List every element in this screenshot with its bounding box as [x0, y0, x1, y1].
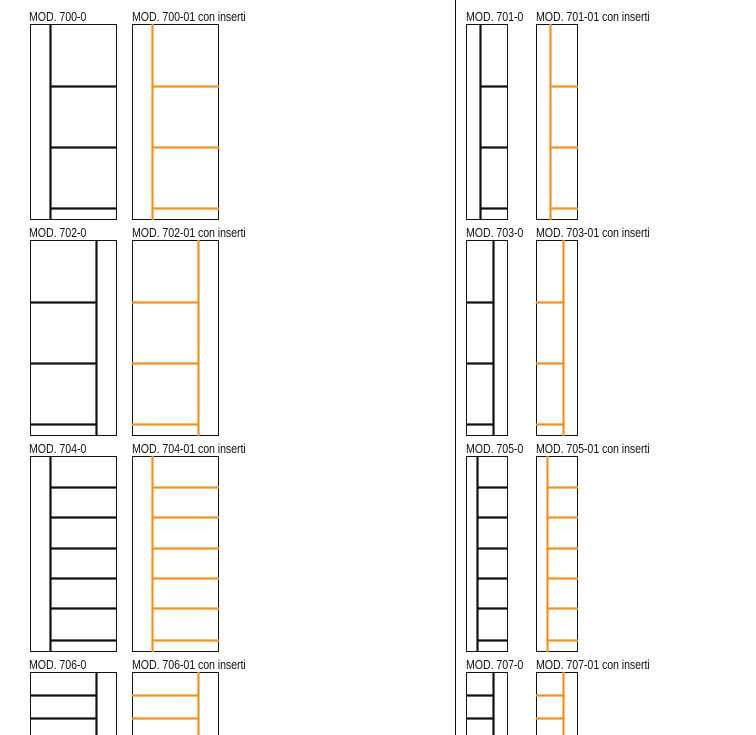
door-with-inserts — [132, 240, 219, 436]
door-plain — [31, 24, 118, 220]
door-frame — [537, 457, 578, 652]
door-plain — [30, 240, 117, 436]
door-frame — [133, 673, 219, 735]
model-label: MOD. 706-0 — [29, 657, 87, 672]
model-label: MOD. 700-0 — [29, 9, 87, 24]
door-plain — [466, 672, 508, 735]
door-with-inserts — [133, 24, 220, 220]
door-frame — [467, 673, 508, 735]
model-label: MOD. 704-01 con inserti — [132, 441, 246, 456]
door-frame — [537, 25, 578, 220]
model-label: MOD. 705-01 con inserti — [536, 441, 650, 456]
door-frame — [31, 457, 117, 652]
door-plain — [466, 240, 508, 436]
door-frame — [467, 241, 508, 436]
model-label: MOD. 702-01 con inserti — [132, 225, 246, 240]
door-frame — [31, 25, 117, 220]
model-label: MOD. 703-01 con inserti — [536, 225, 650, 240]
door-frame — [467, 457, 508, 652]
model-label: MOD. 701-01 con inserti — [536, 9, 650, 24]
door-plain — [30, 672, 117, 735]
door-frame — [537, 673, 578, 735]
door-plain — [467, 24, 509, 220]
door-frame — [133, 25, 219, 220]
door-frame — [537, 241, 578, 436]
door-with-inserts — [133, 456, 220, 652]
door-frame — [31, 241, 117, 436]
door-frame — [31, 673, 117, 735]
model-label: MOD. 702-0 — [29, 225, 87, 240]
door-frame — [133, 241, 219, 436]
model-label: MOD. 707-01 con inserti — [536, 657, 650, 672]
model-label: MOD. 704-0 — [29, 441, 87, 456]
door-frame — [467, 25, 508, 220]
door-with-inserts — [536, 240, 578, 436]
door-plain — [467, 456, 509, 652]
model-label: MOD. 705-0 — [466, 441, 524, 456]
door-frame — [133, 457, 219, 652]
model-label: MOD. 700-01 con inserti — [132, 9, 246, 24]
door-with-inserts — [132, 672, 219, 735]
model-label: MOD. 706-01 con inserti — [132, 657, 246, 672]
model-label: MOD. 701-0 — [466, 9, 524, 24]
door-with-inserts — [537, 24, 579, 220]
door-with-inserts — [537, 456, 579, 652]
model-label: MOD. 703-0 — [466, 225, 524, 240]
door-with-inserts — [536, 672, 578, 735]
model-label: MOD. 707-0 — [466, 657, 524, 672]
door-plain — [31, 456, 118, 652]
